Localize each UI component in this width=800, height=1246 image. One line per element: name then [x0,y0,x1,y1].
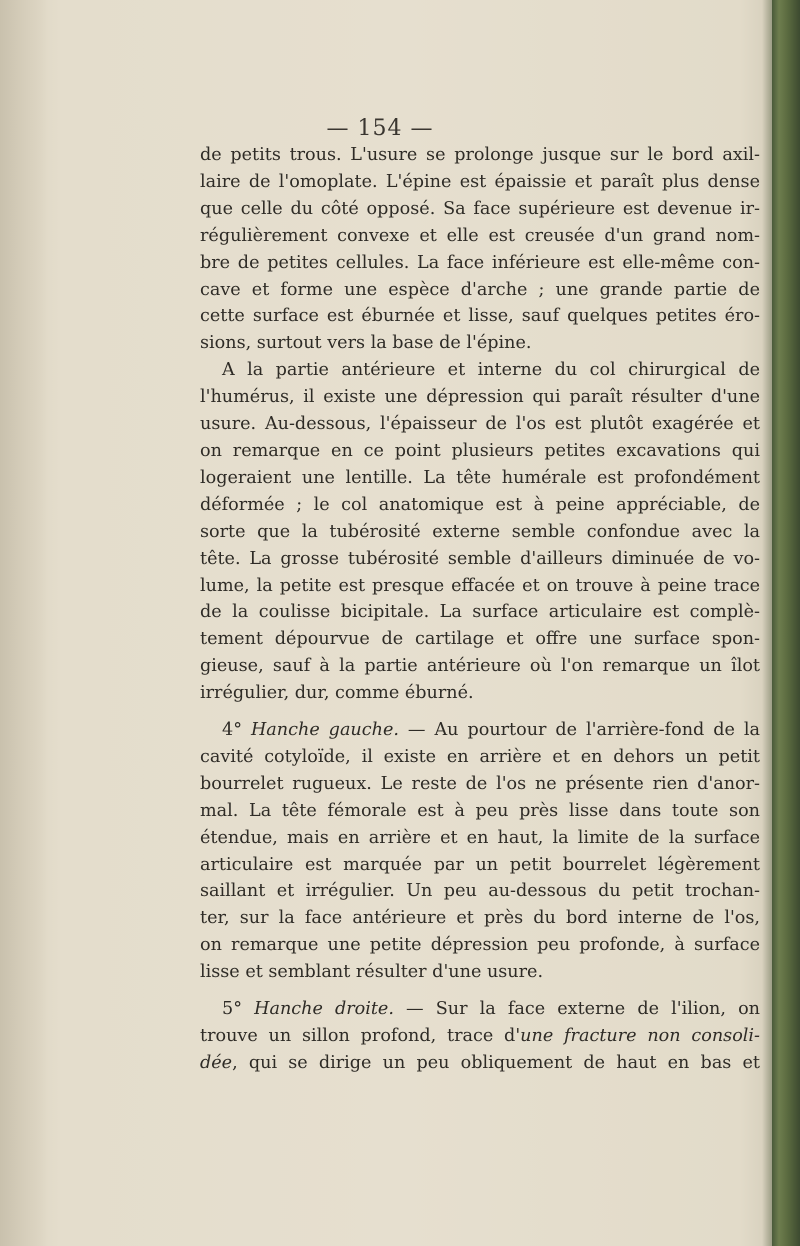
text-line: déformée ; le col anatomique est à peine appréciable, de [200,494,760,515]
text-line [200,996,760,1023]
text-line: sions, surtout vers la base de l'épine. [200,333,532,354]
text-line: tête. La grosse tubérosité semble d'ailleurs diminuée de vo- [200,548,760,569]
text-line: sorte que la tubérosité externe semble confondue avec la [200,521,760,542]
text-line: saillant et irrégulier. Un peu au-dessous du petit trochan- [200,881,760,902]
paragraph-scapula [200,142,760,357]
paragraph-right-hip [200,996,760,1077]
italic-phrase: une fracture non consoli- [520,1026,760,1046]
book-binding-edge [772,0,800,1246]
paragraph-left-hip [200,717,760,986]
text-line: irrégulier, dur, comme éburné. [200,683,474,704]
text-line: bre de petites cellules. La face inférieure est elle-même con- [200,252,760,273]
text-line: ter, sur la face antérieure et près du bord interne de l'os, [200,908,760,929]
italic-phrase: dée [200,1052,233,1073]
text-line: régulièrement convexe et elle est creusée d'un grand nom- [200,225,760,246]
text-line: A la partie antérieure et interne du col chirurgical de [222,360,760,381]
text-line: logeraient une lentille. La tête humérale est profondément [200,467,760,488]
text-line [200,1023,760,1050]
section-heading: Hanche droite. [254,999,394,1020]
text-line [200,717,760,744]
text-fragment: trouve un sillon profond, trace d' [200,1026,521,1046]
text-fragment: — Au pourtour de l'arrière-fond de la [398,720,761,741]
text-line: laire de l'omoplate. L'épine est épaissie et paraît plus dense [200,171,760,192]
text-line: lisse et semblant résulter d'une usure. [200,962,544,983]
text-line [200,1050,760,1077]
text-line: cavité cotyloïde, il existe en arrière et en dehors un petit [200,746,760,767]
text-line: on remarque une petite dépression peu profonde, à surface [200,935,760,956]
text-line: usure. Au-dessous, l'épaisseur de l'os est plutôt exagérée et [200,414,760,435]
page-text [200,142,760,1077]
text-line: l'humérus, il existe une dépression qui paraît résulter d'une [200,387,760,408]
section-number: 4° [222,720,242,741]
text-line: bourrelet rugueux. Le reste de l'os ne présente rien d'anor- [200,773,760,794]
text-fragment: — Sur la face externe de l'ilion, on [393,999,760,1020]
text-line: cave et forme une espèce d'arche ; une grande partie de [200,279,760,300]
page-gutter-shadow [0,0,48,1246]
text-line: mal. La tête fémorale est à peu près lisse dans toute son [200,800,760,821]
text-line: que celle du côté opposé. Sa face supérieure est devenue ir- [200,198,760,219]
text-line: tement dépourvue de cartilage et offre une surface spon- [200,629,760,650]
text-line: de petits trous. L'usure se prolonge jusque sur le bord axil- [200,145,760,165]
text-line: de la coulisse bicipitale. La surface articulaire est complè- [200,602,760,623]
text-line: articulaire est marquée par un petit bourrelet légèrement [200,854,760,875]
text-line: cette surface est éburnée et lisse, sauf quelques petites éro- [200,306,760,327]
paragraph-humerus [200,357,760,707]
section-heading: Hanche gauche. [250,720,399,741]
text-line: gieuse, sauf à la partie antérieure où l'on remarque un îlot [200,656,760,677]
page-number: — 154 — [326,116,434,141]
text-fragment: , qui se dirige un peu obliquement de haut en bas et [232,1052,760,1073]
text-line: lume, la petite est presque effacée et on trouve à peine trace [200,575,760,596]
text-line: on remarque en ce point plusieurs petites excavations qui [200,440,760,461]
text-line: étendue, mais en arrière et en haut, la limite de la surface [200,827,760,848]
section-number: 5° [222,999,242,1020]
